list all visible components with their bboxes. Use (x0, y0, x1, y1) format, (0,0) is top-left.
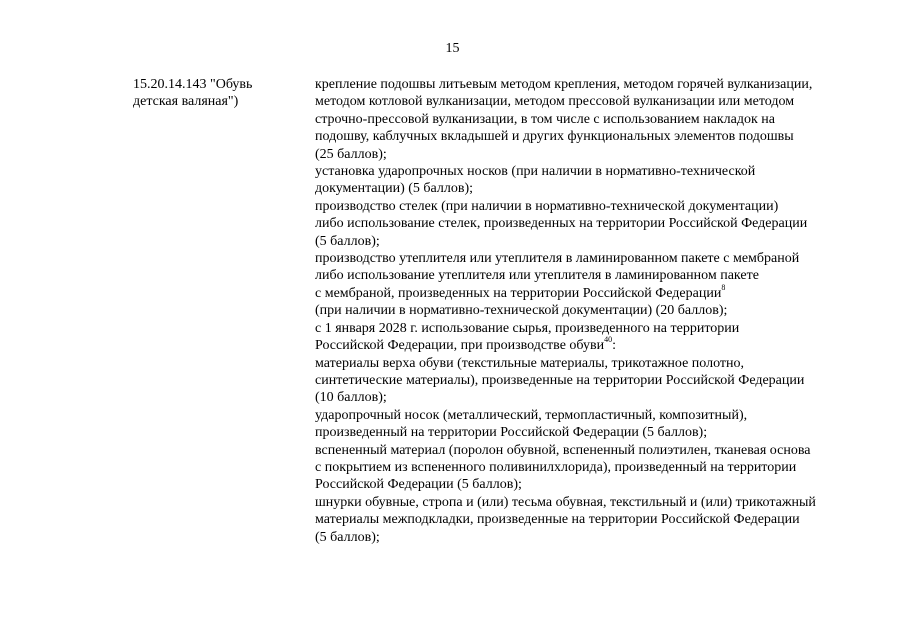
requirements-text-cell (315, 76, 875, 546)
requirement-line-punctuation: : (612, 338, 617, 354)
requirement-line-text: (25 баллов); (315, 146, 387, 162)
requirement-line-text: синтетические материалы), произведенные на территории Российской Федерации (315, 372, 805, 388)
requirement-line-text: производство стелек (при наличии в нормативно-технической документации) (315, 198, 779, 214)
requirement-line (315, 76, 875, 93)
requirement-line-text: вспененный материал (поролон обувной, вспененный полиэтилен, тканевая основа (315, 442, 811, 458)
requirement-line-text: установка ударопрочных носков (при наличии в нормативно-технической (315, 164, 756, 180)
requirement-line-text: либо использование утеплителя или утеплителя в ламинированном пакете (315, 268, 759, 284)
requirement-line (315, 337, 875, 354)
requirement-line (315, 407, 875, 424)
page-number: 15 (445, 41, 460, 56)
requirement-line (315, 198, 875, 215)
requirement-line-text: (5 баллов); (315, 529, 380, 545)
requirement-line (315, 233, 875, 250)
requirement-line (315, 128, 875, 145)
requirement-line (315, 302, 875, 319)
requirement-line-text: (10 баллов); (315, 390, 387, 406)
requirement-line (315, 529, 875, 546)
requirement-line (315, 163, 875, 180)
requirement-line (315, 267, 875, 284)
requirement-line (315, 476, 875, 493)
requirement-line (315, 355, 875, 372)
requirement-line (315, 424, 875, 441)
footnote-reference: 40 (604, 335, 613, 345)
requirement-line-text: с покрытием из вспененного поливинилхлорида), произведенный на территории (315, 459, 797, 475)
requirement-line (315, 494, 875, 511)
requirement-line-text: Российской Федерации, при производстве обуви (315, 338, 605, 354)
requirement-line-text: шнурки обувные, стропа и (или) тесьма обувная, текстильный и (или) трикотажный (315, 494, 816, 510)
requirement-line-text: произведенный на территории Российской Федерации (5 баллов); (315, 425, 708, 441)
requirement-line-text: строчно-прессовой вулканизации, в том числе с использованием накладок на (315, 111, 776, 127)
requirement-line (315, 111, 875, 128)
requirement-line-text: (5 баллов); (315, 233, 380, 249)
requirement-line-text: либо использование стелек, произведенных на территории Российской Федерации (315, 216, 808, 232)
requirement-line (315, 180, 875, 197)
requirement-line-text: с 1 января 2028 г. использование сырья, произведенного на территории (315, 320, 740, 336)
requirement-line (315, 146, 875, 163)
footnote-reference: 8 (721, 283, 726, 293)
requirement-line (315, 442, 875, 459)
requirement-line-text: крепление подошвы литьевым методом крепления, методом горячей вулканизации, (315, 77, 813, 92)
requirement-line-text: методом котловой вулканизации, методом прессовой вулканизации или методом (315, 94, 795, 110)
product-code-line: 15.20.14.143 "Обувь (133, 77, 253, 92)
requirement-line (315, 285, 875, 302)
requirement-line (315, 372, 875, 389)
requirement-line (315, 389, 875, 406)
requirement-line (315, 215, 875, 232)
requirement-line-text: Российской Федерации (5 баллов); (315, 477, 522, 493)
product-code-line: детская валяная") (133, 94, 239, 110)
requirement-line-text: (при наличии в нормативно-технической документации) (20 баллов); (315, 303, 728, 319)
requirement-line-text: с мембраной, произведенных на территории Российской Федерации (315, 285, 722, 301)
requirement-line (315, 459, 875, 476)
requirement-line (315, 250, 875, 267)
requirement-line-text: документации) (5 баллов); (315, 181, 474, 197)
requirement-line (315, 511, 875, 528)
requirement-line (315, 320, 875, 337)
requirement-line-text: производство утеплителя или утеплителя в ламинированном пакете с мембраной (315, 251, 800, 267)
product-code-cell (133, 76, 303, 111)
requirement-line (315, 93, 875, 110)
requirement-line-text: подошву, каблучных вкладышей и других функциональных элементов подошвы (315, 129, 794, 145)
requirement-line-text: материалы верха обуви (текстильные материалы, трикотажное полотно, (315, 355, 745, 371)
requirement-line-text: материалы межподкладки, произведенные на территории Российской Федерации (315, 512, 800, 528)
requirement-line-text: ударопрочный носок (металлический, термопластичный, композитный), (315, 407, 748, 423)
